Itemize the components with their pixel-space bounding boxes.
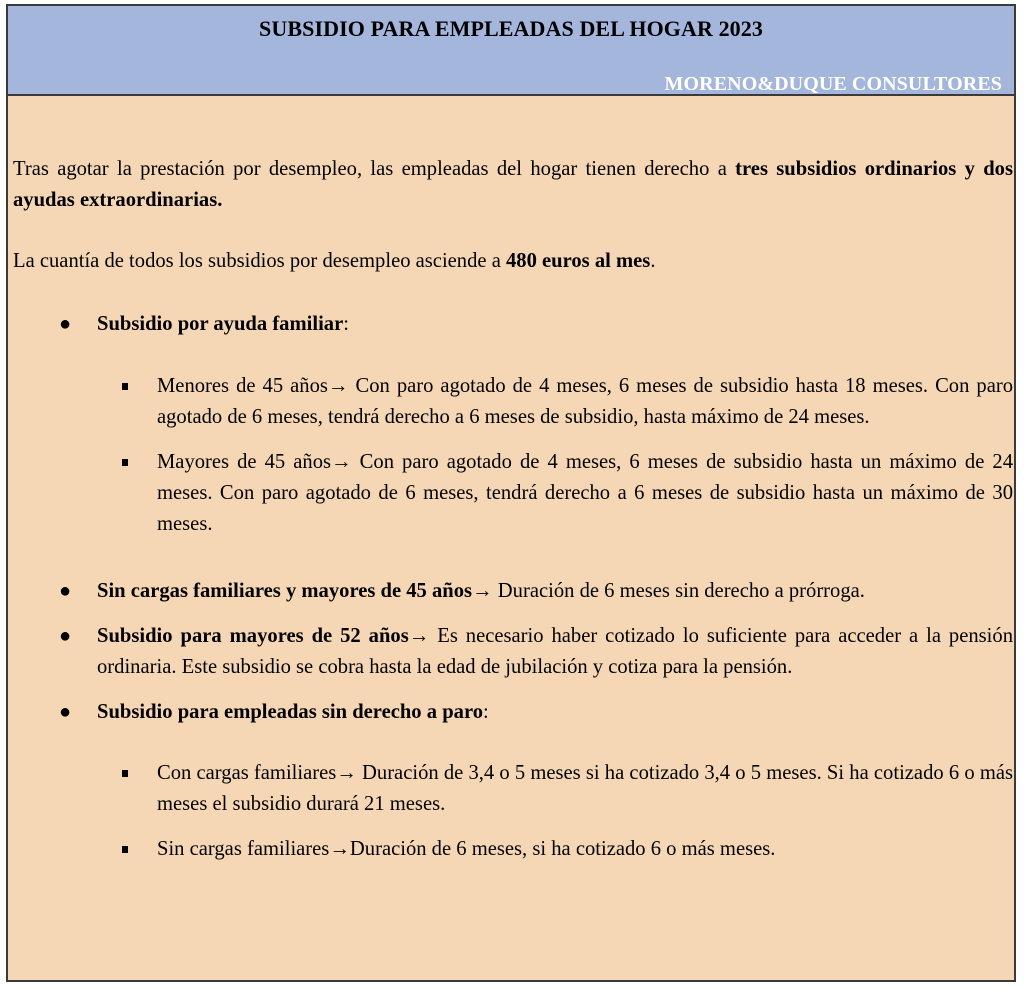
square-bullet: [122, 846, 128, 853]
item-text: :: [483, 701, 489, 723]
subitem-text: Sin cargas familiares→Duración de 6 meses, si ha cotizado 6 o más meses.: [157, 838, 776, 860]
sublist-item: [116, 371, 1013, 433]
subsidy-list: [13, 309, 1013, 865]
sublist: [13, 371, 1013, 540]
intro-text: Tras agotar la prestación por desempleo, las empleadas del hogar tienen derecho a: [13, 158, 736, 180]
list-item: [13, 697, 1013, 865]
sublist: [13, 758, 1013, 865]
item-bold: Subsidio para empleadas sin derecho a paro: [97, 701, 484, 723]
square-bullet: [122, 459, 128, 466]
item-text: Es necesario haber cotizado lo suficiente para acceder a la pensión ordinaria. Este subsidio se cobra hasta la edad de jubilación y cotiza para la pensión.: [97, 625, 1013, 678]
bullet-dot: ●: [59, 625, 72, 647]
list-item: [13, 309, 1013, 540]
subitem-text: Menores de 45 años→ Con paro agotado de 4 meses, 6 meses de subsidio hasta 18 meses. Con paro agotado de 6 meses, tendrá derecho a 6 meses de subsidio, hasta máximo de 24 meses.: [157, 375, 1013, 428]
bullet-dot: ●: [59, 313, 72, 335]
amount-text: La cuantía de todos los subsidios por desempleo asciende a: [13, 250, 506, 272]
list-item: [13, 576, 1013, 607]
sublist-item: [116, 447, 1013, 540]
intro-bold: tres subsidios ordinarios y dos ayudas extraordinarias.: [13, 158, 1013, 211]
intro-paragraph: [13, 154, 1013, 216]
list-item: [13, 621, 1013, 683]
item-bold: Subsidio para mayores de 52 años→: [97, 625, 430, 647]
subitem-text: Con cargas familiares→ Duración de 3,4 o 5 meses si ha cotizado 3,4 o 5 meses. Si ha cotizado 6 o más meses el subsidio durará 21 meses.: [157, 762, 1013, 815]
item-bold: Sin cargas familiares y mayores de 45 años→: [97, 580, 493, 602]
item-text: Duración de 6 meses sin derecho a prórroga.: [492, 580, 865, 602]
firm-name: MORENO&DUQUE CONSULTORES: [664, 73, 1002, 95]
sublist-item: [116, 834, 1013, 865]
header-band: [8, 6, 1014, 96]
bullet-dot: ●: [59, 701, 72, 723]
bullet-dot: ●: [59, 580, 72, 602]
amount-end: .: [650, 250, 656, 272]
document-title: SUBSIDIO PARA EMPLEADAS DEL HOGAR 2023: [259, 16, 763, 41]
square-bullet: [122, 383, 128, 390]
subitem-text: Mayores de 45 años→ Con paro agotado de 4 meses, 6 meses de subsidio hasta un máximo de 24 meses. Con paro agotado de 6 meses, tendrá derecho a 6 meses de subsidio hasta un máximo de 30 meses.: [157, 451, 1013, 535]
amount-paragraph: [13, 246, 1013, 277]
item-bold: Subsidio por ayuda familiar: [97, 313, 344, 335]
square-bullet: [122, 770, 128, 777]
amount-bold: 480 euros al mes: [505, 250, 651, 272]
sublist-item: [116, 758, 1013, 820]
document-body: [13, 154, 1013, 865]
item-text: :: [343, 313, 349, 335]
